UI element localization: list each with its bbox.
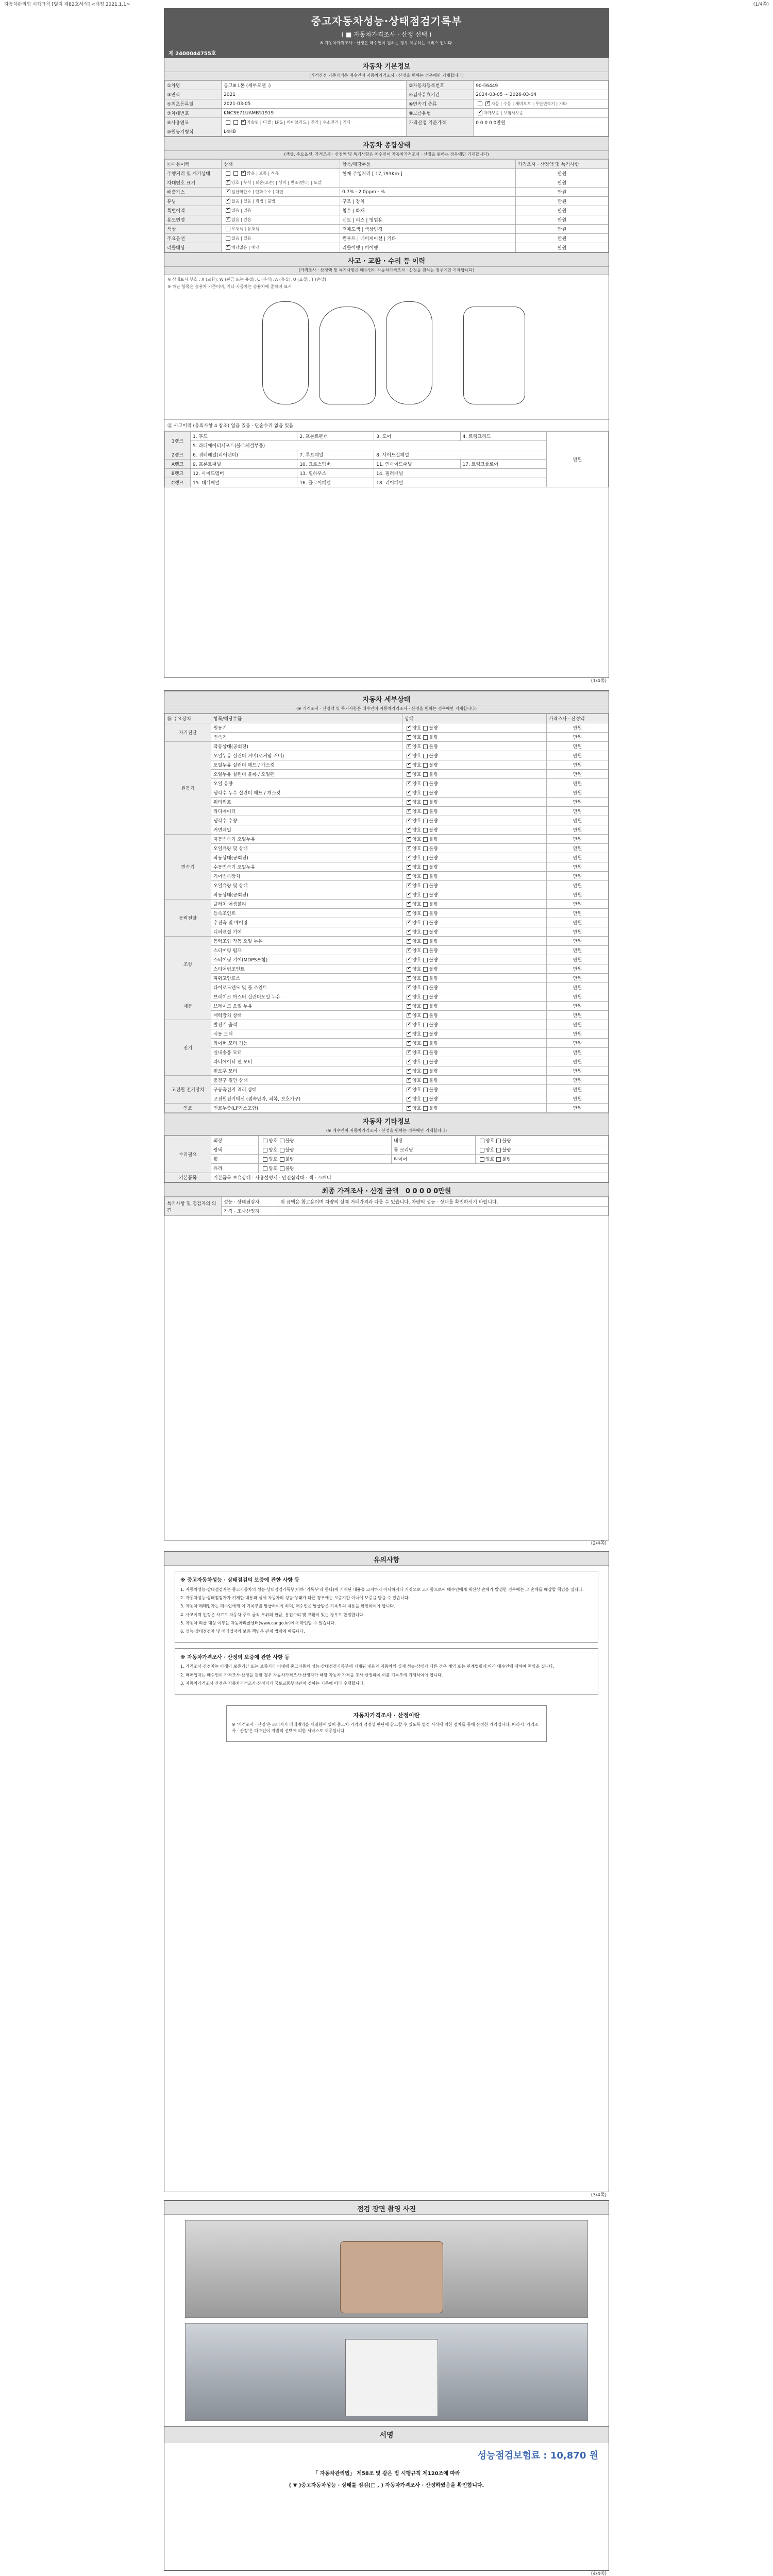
detail-row <box>165 881 609 890</box>
detail-state: ✓ 양호 불량 <box>402 825 547 835</box>
detail-price: 만원 <box>547 825 609 835</box>
detail-state: ✓ 양호 불량 <box>402 816 547 825</box>
detail-row <box>165 788 609 798</box>
detail-state: ✓ 양호 불량 <box>402 909 547 918</box>
detail-row <box>165 1039 609 1048</box>
val-vin: KNCSE71UAMB51919 <box>222 109 407 118</box>
detail-state: ✓ 양호 불량 <box>402 1048 547 1057</box>
detail-state: ✓ 양호 불량 <box>402 779 547 788</box>
detail-row <box>165 1011 609 1020</box>
detail-price: 만원 <box>547 816 609 825</box>
summary-title: 자동차 종합상태 <box>164 137 609 151</box>
detail-state: ✓ 양호 불량 <box>402 742 547 751</box>
detail-state: ✓ 양호 불량 <box>402 807 547 816</box>
detail-price: 만원 <box>547 853 609 862</box>
detail-price: 만원 <box>547 918 609 927</box>
rank-a: A랭크 <box>165 460 191 469</box>
fuel-options: 가솔린 | 디젤 | LPG | 하이브리드 | 전기 | 수소전기 | 기타 <box>247 120 351 125</box>
detail-state: ✓ 양호 불량 <box>402 1002 547 1011</box>
detail-group-label: 변속기 <box>165 835 211 900</box>
special-opinion: 위 금액은 참고용이며 차량의 실제 거래가격과 다를 수 있습니다. 차량의 성능 · 상태를 확인하시기 바랍니다. <box>278 1197 609 1207</box>
detail-group-label: 원동기 <box>165 742 211 835</box>
detail-row <box>165 723 609 733</box>
detail-state: ✓ 양호 불량 <box>402 798 547 807</box>
detail-group-label: 조향 <box>165 937 211 992</box>
summary-head-state: 상태 <box>222 160 340 169</box>
label-car-name: ①차명 <box>165 81 222 90</box>
detail-group-label: 연료 <box>165 1104 211 1113</box>
detail-row <box>165 862 609 872</box>
detail-price: 만원 <box>547 1094 609 1104</box>
detail-price: 만원 <box>547 955 609 964</box>
accident-summary: ⑫ 사고이력 (유의사항 4 참조) 없음 있음 · 단순수리 없음 있음 <box>164 420 609 431</box>
detail-state: ✓ 양호 불량 <box>402 835 547 844</box>
summary-row: 차대번호 표기 ✓ 양호 | 부식 | 훼손(오손) | 상이 | 변조(변타) | 도말 만원 <box>165 178 609 188</box>
detail-row <box>165 1066 609 1076</box>
val-warranty <box>474 109 609 118</box>
detail-item-label: 변속기 <box>211 733 402 742</box>
detail-price: 만원 <box>547 1104 609 1113</box>
detail-price: 만원 <box>547 760 609 770</box>
detail-row <box>165 816 609 825</box>
detail-row <box>165 918 609 927</box>
basic-info-sub: (가격산정 기준가격은 매수인이 자동차가격조사 · 산정을 원하는 경우에만 기재합니다) <box>164 72 609 80</box>
detail-row <box>165 853 609 862</box>
detail-price: 만원 <box>547 779 609 788</box>
detail-item-label: 스티어링 기어(MDPS포함) <box>211 955 402 964</box>
detail-row <box>165 937 609 946</box>
final-title <box>164 1182 609 1197</box>
notice-title: 유의사항 <box>164 1551 609 1566</box>
notice-section-2: ※ 자동차가격조사 · 산정의 보증에 관한 사항 등 1. 가격조사·산정자는 아래의 보증기간 또는 보증거리 이내에 중고자동차 성능·상태점검기록부에 기재된 내용과 자동차의 실제 성능·상태가 다른 경우 계약 또는 관계법령에 따라 매수인에 대하여 책임을 집니다. 2. 매매업자는 매수인이 가격조사·산정을 원할 경우 자동차가격조사·산정자가 해당 자동차 가격을 조사·산정하여 이를 기록부에 기재하여야 합니다. 3. 자동차가격조사·산정은 자동차가격조사·산정자가 국토교통부장관이 정하는 기준에 따라 수행합니다. <box>175 1648 598 1695</box>
detail-state: ✓ 양호 불량 <box>402 844 547 853</box>
detail-row <box>165 798 609 807</box>
doc-subtitle: ( ■ 자동차가격조사 · 산정 선택 ) <box>341 31 432 38</box>
summary-head-use: ⑪사용이력 <box>165 160 222 169</box>
detail-row <box>165 1057 609 1066</box>
detail-price: 만원 <box>547 788 609 798</box>
detail-state: ✓ 양호 불량 <box>402 862 547 872</box>
detail-row <box>165 1094 609 1104</box>
warranty-options: 자가보증 | 보험사보증 <box>483 111 524 115</box>
form-citation: 자동차관리법 시행규칙 [별지 제82호서식] <개정 2021.1.1> <box>4 2 130 7</box>
detail-row <box>165 807 609 816</box>
detail-item-label: 추진축 및 베어링 <box>211 918 402 927</box>
footer-line-1: 「 자동차관리법」 제58조 및 같은 법 시행규칙 제120조에 따라 <box>313 2471 460 2477</box>
detail-row <box>165 946 609 955</box>
label-transmission: ⑥변속기 종류 <box>407 99 474 109</box>
photos-title: 점검 장면 촬영 사진 <box>164 2200 609 2215</box>
special-table: 특기사항 및 점검자의 의견 성능 · 상태점검자 위 금액은 참고용이며 차량의 실제 거래가격과 다를 수 있습니다. 차량의 성능 · 상태를 확인하시기 바랍니다. 가격 · 조사산정자 <box>164 1197 609 1216</box>
detail-state: ✓ 양호 불량 <box>402 946 547 955</box>
car-top-view <box>319 307 376 404</box>
detail-row <box>165 900 609 909</box>
summary-row: 용도변경 ✓ 없음 | 있음 렌트 | 리스 | 영업용 만원 <box>165 215 609 225</box>
detail-price: 만원 <box>547 723 609 733</box>
detail-price: 만원 <box>547 946 609 955</box>
transmission-options: 자동 | 수동 | 세미오토 | 무단변속기 | 기타 <box>491 101 567 106</box>
car-diagram <box>164 291 609 420</box>
detail-item-label: 작동상태(공회전) <box>211 890 402 900</box>
summary-row: 주요옵션 없음 | 있음 썬루프 | 네비게이션 | 기타 만원 <box>165 234 609 243</box>
detail-state: ✓ 양호 불량 <box>402 770 547 779</box>
detail-row <box>165 760 609 770</box>
final-amount: 0 0 0 0 0만원 <box>405 1188 451 1195</box>
detail-item-label: 오일 유량 <box>211 779 402 788</box>
inspection-photo-rear <box>185 2323 588 2421</box>
detail-state: ✓ 양호 불량 <box>402 1104 547 1113</box>
summary-row: 주행거리 및 계기상태 ✓ 많음 | 보통 | 적음 현재 주행거리 [ 17,193Km ] 만원 <box>165 169 609 178</box>
detail-item-label: 오일유량 및 상태 <box>211 844 402 853</box>
detail-state: ✓ 양호 불량 <box>402 918 547 927</box>
detail-state: ✓ 양호 불량 <box>402 733 547 742</box>
basic-info-title: 자동차 기본정보 <box>164 58 609 72</box>
detail-item-label: 윈도우 모터 <box>211 1066 402 1076</box>
notice-section-1: ※ 중고자동차성능 · 상태점검의 보증에 관한 사항 등 1. 자동차성능·상태점검자는 중고자동차의 성능·상태점검기록부(이하 '기록부'라 한다)에 기재된 내용을 고지하지 아니하거나 거짓으로 고지함으로써 매수인에게 재산상 손해가 발생한 경우에는 그 손해를 배상할 책임을 집니다. 2. 자동차성능·상태점검자가 기재한 내용과 실제 자동차의 성능·상태가 다른 경우에는 보증기간 이내에 보증을 받을 수 있습니다. 3. 자동차 매매업자는 매수인에게 이 기록부를 발급하여야 하며, 매수인은 발급받은 기록부의 내용을 확인하여야 합니다. 4. 사고이력 인정은 사고로 자동차 주요 골격 부위의 판금, 용접수리 및 교환이 있는 경우로 한정합니다. 5. 자동차 리콜 대상 여부는 자동차리콜센터(www.car.go.kr)에서 확인할 수 있습니다. 6. 성능·상태점검자 및 매매업자의 보증 책임은 관계 법령에 따릅니다. <box>175 1571 598 1643</box>
detail-row <box>165 835 609 844</box>
detail-state: ✓ 양호 불량 <box>402 881 547 890</box>
detail-price: 만원 <box>547 1066 609 1076</box>
detail-price: 만원 <box>547 862 609 872</box>
detail-item-label: 냉각수 수량 <box>211 816 402 825</box>
detail-price: 만원 <box>547 937 609 946</box>
detail-item-label: 원동기 <box>211 723 402 733</box>
detail-item-label: 자동변속기 오일누유 <box>211 835 402 844</box>
page-2-number: (2/4쪽) <box>591 1541 607 1546</box>
val-fuel <box>222 118 407 127</box>
label-plate: ②자동차등록번호 <box>407 81 474 90</box>
insurance-fee: 성능점검보험료 : 10,870 원 <box>477 2450 598 2461</box>
detail-row <box>165 742 609 751</box>
detail-row <box>165 1076 609 1085</box>
label-engine: ⑩원동기형식 <box>165 127 222 137</box>
page-3-number: (3/4쪽) <box>591 2193 607 2198</box>
detail-price: 만원 <box>547 1085 609 1094</box>
detail-item-label: 파워고압호스 <box>211 974 402 983</box>
detail-state: ✓ 양호 불량 <box>402 992 547 1002</box>
detail-price: 만원 <box>547 974 609 983</box>
detail-item-label: 오일누유 실린더 헤드 / 개스킷 <box>211 760 402 770</box>
detail-row <box>165 1020 609 1029</box>
detail-price: 만원 <box>547 844 609 853</box>
summary-row: 특별이력 ✓ 없음 | 있음 침수 | 화재 만원 <box>165 206 609 215</box>
label-fuel: ⑨사용연료 <box>165 118 222 127</box>
detail-item-label: 발전기 출력 <box>211 1020 402 1029</box>
accident-title: 사고 · 교환 · 수리 등 이력 <box>164 252 609 267</box>
top-bar <box>0 0 773 7</box>
detail-price: 만원 <box>547 881 609 890</box>
detail-price: 만원 <box>547 742 609 751</box>
detail-price: 만원 <box>547 890 609 900</box>
detail-item-label: 클러치 어셈블리 <box>211 900 402 909</box>
detail-price: 만원 <box>547 1076 609 1085</box>
detail-row <box>165 909 609 918</box>
doc-note: ※ 자동차가격조사 · 산정은 매수인이 원하는 경우 제공하는 서비스 입니다. <box>320 41 453 45</box>
detail-item-label: 연료누출(LP가스포함) <box>211 1104 402 1113</box>
detail-state: ✓ 양호 불량 <box>402 937 547 946</box>
detail-state: ✓ 양호 불량 <box>402 760 547 770</box>
detail-item-label: 라디에이터 <box>211 807 402 816</box>
detail-state: ✓ 양호 불량 <box>402 1057 547 1066</box>
detail-price: 만원 <box>547 1002 609 1011</box>
val-engine: L4HB <box>222 127 407 137</box>
detail-title: 자동차 세부상태 <box>164 691 609 705</box>
detail-row <box>165 992 609 1002</box>
detail-head-device: ⑯ 주요장치 <box>165 714 211 723</box>
basic-info-table <box>164 80 609 137</box>
detail-item-label: 라디에이터 팬 모터 <box>211 1057 402 1066</box>
car-side-right <box>386 301 432 404</box>
val-base-price: 0 0 0 0 0만원 <box>474 118 609 127</box>
detail-item-label: 동력조향 작동 오일 누유 <box>211 937 402 946</box>
rank-2: 2랭크 <box>165 450 191 460</box>
val-first-reg: 2021-03-05 <box>222 99 407 109</box>
val-transmission <box>474 99 609 109</box>
detail-row <box>165 779 609 788</box>
detail-state: ✓ 양호 불량 <box>402 872 547 881</box>
detail-state: ✓ 양호 불량 <box>402 955 547 964</box>
detail-state: ✓ 양호 불량 <box>402 974 547 983</box>
page-1 <box>164 8 609 684</box>
detail-state: ✓ 양호 불량 <box>402 900 547 909</box>
doc-number: 제 2400044755호 <box>164 48 609 58</box>
detail-head-price: 가격조사 · 산정액 <box>547 714 609 723</box>
label-base-price: 가격산정 기준가격 <box>407 118 474 127</box>
label-first-reg: ⑤최초등록일 <box>165 99 222 109</box>
detail-row <box>165 1029 609 1039</box>
detail-price: 만원 <box>547 807 609 816</box>
detail-state: ✓ 양호 불량 <box>402 1085 547 1094</box>
detail-item-label: 배력장치 상태 <box>211 1011 402 1020</box>
detail-item-label: 기어변속장치 <box>211 872 402 881</box>
detail-state: ✓ 양호 불량 <box>402 1039 547 1048</box>
accident-legend: ※ 상태표시 부호 : X (교환), W (판금 또는 용접), C (부식), A (흠집), U (요철), T (손상) <box>167 277 327 282</box>
detail-item-label: 워터펌프 <box>211 798 402 807</box>
rank-c: C랭크 <box>165 478 191 487</box>
detail-item-label: 디퍼렌셜 기어 <box>211 927 402 937</box>
summary-row: 배출가스 ✓ 일산화탄소 | 탄화수소 | 매연 0.7% · 2.0ppm · % 만원 <box>165 188 609 197</box>
val-plate: 90사6449 <box>474 81 609 90</box>
detail-price: 만원 <box>547 835 609 844</box>
doc-header <box>164 9 609 48</box>
val-car-name: 봉고Ⅲ 1톤 (세부모델 :) <box>222 81 407 90</box>
detail-row <box>165 751 609 760</box>
detail-price: 만원 <box>547 1057 609 1066</box>
detail-item-label: 시동 모터 <box>211 1029 402 1039</box>
val-inspection: 2024-03-05 ~ 2026-03-04 <box>474 90 609 99</box>
detail-item-label: 와이퍼 모터 기능 <box>211 1039 402 1048</box>
other-sub: (※ 매수인이 자동차가격조사 · 산정을 원하는 경우에만 기재합니다) <box>164 1127 609 1136</box>
price-box-title: 자동차가격조사 · 산정이란 <box>353 1711 420 1719</box>
detail-state: ✓ 양호 불량 <box>402 1029 547 1039</box>
detail-state: ✓ 양호 불량 <box>402 964 547 974</box>
detail-item-label: 실내송풍 모터 <box>211 1048 402 1057</box>
label-inspection: ④검사유효기간 <box>407 90 474 99</box>
page-indicator: (1/4쪽) <box>753 2 769 7</box>
detail-item-label: 충전구 절연 상태 <box>211 1076 402 1085</box>
detail-price: 만원 <box>547 927 609 937</box>
detail-state: ✓ 양호 불량 <box>402 853 547 862</box>
detail-price: 만원 <box>547 983 609 992</box>
detail-price: 만원 <box>547 964 609 974</box>
other-table: 수리필요 외장 양호 불량 내장 양호 불량 광택 양호 불량 룸 크리닝 양호 불량 휠 양호 불량 타이어 양호 불량 유리 양호 불량 기본품목 기본품목 보유상태 : 사용설명서 · 안전삼각대 · 잭 · 스패너 <box>164 1136 609 1182</box>
page-2 <box>164 690 609 1546</box>
detail-price: 만원 <box>547 992 609 1002</box>
summary-head-price: 가격조사 · 산정액 및 특기사항 <box>516 160 609 169</box>
detail-item-label: 작동상태(공회전) <box>211 853 402 862</box>
detail-row <box>165 927 609 937</box>
car-side-left <box>262 301 309 404</box>
detail-price: 만원 <box>547 1039 609 1048</box>
summary-row: 색상 무채색 | 유채색 전체도색 | 색상변경 만원 <box>165 225 609 234</box>
detail-price: 만원 <box>547 872 609 881</box>
detail-row <box>165 1104 609 1113</box>
summary-row: 튜닝 ✓ 없음 | 있음 | 적법 | 불법 구조 | 장치 만원 <box>165 197 609 206</box>
detail-item-label: 스티어링 펌프 <box>211 946 402 955</box>
detail-row <box>165 872 609 881</box>
detail-state: ✓ 양호 불량 <box>402 1011 547 1020</box>
detail-item-label: 구동축전지 격리 상태 <box>211 1085 402 1094</box>
inspection-photo-front <box>185 2220 588 2318</box>
detail-item-label: 브레이크 마스터 실린더오일 누유 <box>211 992 402 1002</box>
detail-group-label: 제동 <box>165 992 211 1020</box>
detail-item-label: 등속조인트 <box>211 909 402 918</box>
rank-b: B랭크 <box>165 469 191 478</box>
signature-title: 서명 <box>164 2426 609 2443</box>
detail-price: 만원 <box>547 733 609 742</box>
detail-state: ✓ 양호 불량 <box>402 1020 547 1029</box>
detail-row <box>165 825 609 835</box>
detail-row <box>165 1048 609 1057</box>
detail-row <box>165 974 609 983</box>
detail-sub: (※ 가격조사 · 산정액 및 특기사항은 매수인이 자동차가격조사 · 산정을 원하는 경우에만 기재합니다) <box>164 705 609 714</box>
final-title-text: 최종 가격조사 · 산정 금액 <box>322 1188 399 1195</box>
summary-sub: (색상, 주요옵션, 가격조사 · 산정액 및 특기사항은 매수인이 자동차가격조사 · 산정을 원하는 경우에만 기재합니다) <box>164 151 609 159</box>
doc-title: 중고자동차성능·상태점검기록부 <box>311 15 462 27</box>
detail-price: 만원 <box>547 751 609 760</box>
detail-price: 만원 <box>547 1029 609 1039</box>
detail-item-label: 타이로드엔드 및 볼 조인트 <box>211 983 402 992</box>
special-label: 특기사항 및 점검자의 의견 <box>165 1197 222 1216</box>
detail-state: ✓ 양호 불량 <box>402 1066 547 1076</box>
summary-table <box>164 159 609 252</box>
detail-price: 만원 <box>547 1020 609 1029</box>
detail-item-label: 브레이크 오일 누유 <box>211 1002 402 1011</box>
detail-row <box>165 1085 609 1094</box>
other-title: 자동차 기타정보 <box>164 1113 609 1127</box>
detail-item-label: 수동변속기 오일누유 <box>211 862 402 872</box>
detail-item-label: 오일누유 실린더 커버(로커암 커버) <box>211 751 402 760</box>
accident-note: ※ 하단 항목은 승용차 기준이며, 기타 자동차는 승용차에 준하여 표시 <box>167 284 292 289</box>
val-year: 2021 <box>222 90 407 99</box>
detail-item-label: 고전원전기배선 (접속단자, 피복, 보호기구) <box>211 1094 402 1104</box>
detail-table <box>164 714 609 1113</box>
page-4 <box>164 2200 609 2576</box>
page-1-number: (1/4쪽) <box>591 679 607 684</box>
detail-state: ✓ 양호 불량 <box>402 788 547 798</box>
detail-price: 만원 <box>547 909 609 918</box>
detail-state: ✓ 양호 불량 <box>402 1094 547 1104</box>
detail-group-label: 전기 <box>165 1020 211 1076</box>
detail-row <box>165 770 609 779</box>
detail-row <box>165 890 609 900</box>
rank-1: 1랭크 <box>165 432 191 450</box>
footer-line-2: ( ▼ )중고자동차성능 · 상태를 점검(□ , ) 자동차가격조사 · 산정하였음을 확인합니다. <box>289 2483 484 2488</box>
detail-item-label: 냉각수 누수 실린더 헤드 / 개스킷 <box>211 788 402 798</box>
detail-row <box>165 983 609 992</box>
detail-row <box>165 1002 609 1011</box>
detail-group-label: 자기진단 <box>165 723 211 742</box>
detail-state: ✓ 양호 불량 <box>402 983 547 992</box>
detail-row <box>165 955 609 964</box>
notice-h1: ※ 중고자동차성능 · 상태점검의 보증에 관한 사항 등 <box>180 1578 300 1583</box>
detail-row <box>165 964 609 974</box>
accident-parts-table: 1랭크 1. 후드 2. 프론트펜더 3. 도어 4. 트렁크리드 만원 5. 라디에이터서포트(볼트체결부품) 2랭크 6. 쿼터패널(리어펜더) 7. 루프패널 8. 사이드실패널 A랭크 9. 프론트패널 10. 크로스멤버 11. 인사이드패널 17. 트렁크플로어 B랭크 12. 사이드멤버 13. 휠하우스 14. 필러패널 C랭크 15. 대쉬패널 16. 플로어패널 18. 리어패널 <box>164 431 609 487</box>
detail-price: 만원 <box>547 1048 609 1057</box>
label-warranty: ⑧보증유형 <box>407 109 474 118</box>
detail-price: 만원 <box>547 900 609 909</box>
price-info-box <box>226 1705 547 1742</box>
label-year: ③연식 <box>165 90 222 99</box>
detail-head-item: 항목/해당부품 <box>211 714 402 723</box>
detail-item-label: 커먼레일 <box>211 825 402 835</box>
detail-row <box>165 844 609 853</box>
summary-row: 리콜대상 ✓ 해당없음 | 해당 리콜이행 | 미이행 만원 <box>165 243 609 252</box>
detail-row <box>165 733 609 742</box>
detail-state: ✓ 양호 불량 <box>402 1076 547 1085</box>
label-vin: ⑦차대번호 <box>165 109 222 118</box>
detail-state: ✓ 양호 불량 <box>402 751 547 760</box>
detail-price: 만원 <box>547 798 609 807</box>
detail-item-label: 작동상태(공회전) <box>211 742 402 751</box>
accident-sub: (가격조사 · 산정액 및 특기사항은 매수인이 자동차가격조사 · 산정을 원하는 경우에만 기재합니다) <box>164 267 609 275</box>
detail-state: ✓ 양호 불량 <box>402 890 547 900</box>
detail-item-label: 오일누유 실린더 블록 / 오일팬 <box>211 770 402 779</box>
detail-item-label: 스티어링조인트 <box>211 964 402 974</box>
detail-state: ✓ 양호 불량 <box>402 723 547 733</box>
detail-item-label: 오일유량 및 상태 <box>211 881 402 890</box>
notice-h2: ※ 자동차가격조사 · 산정의 보증에 관한 사항 등 <box>180 1654 290 1660</box>
page-4-number: (4/4쪽) <box>591 2571 607 2576</box>
detail-head-state: 상태 <box>402 714 547 723</box>
detail-price: 만원 <box>547 1011 609 1020</box>
page-3 <box>164 1551 609 2198</box>
detail-price: 만원 <box>547 770 609 779</box>
detail-state: ✓ 양호 불량 <box>402 927 547 937</box>
price-box-text: ※ '가격조사 · 산정'은 소비자가 매매계약을 체결함에 있어 중고차 가격의 적정성 판단에 참고할 수 있도록 법정 서식에 의한 절차를 통해 산정한 가격입니다. 따라서 '가격조사 · 산정'은 매수인이 자발적 선택에 의한 서비스로 제공됩니다. <box>232 1722 539 1733</box>
detail-group-label: 고전원 전기장치 <box>165 1076 211 1104</box>
summary-head-item: 항목/해당부품 <box>340 160 516 169</box>
detail-group-label: 동력전달 <box>165 900 211 937</box>
car-frame-view <box>463 307 525 404</box>
